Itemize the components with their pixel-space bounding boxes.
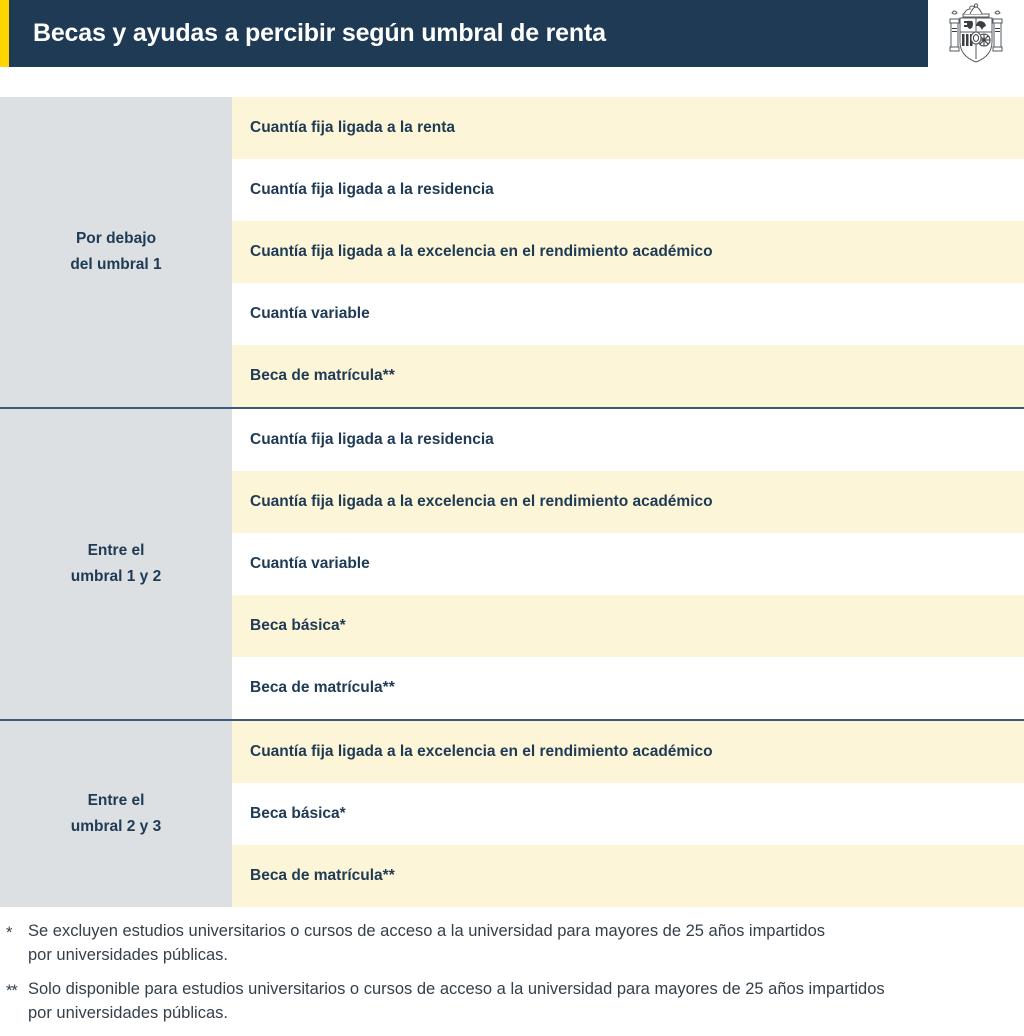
benefit-row bbox=[232, 533, 1024, 595]
benefit-row-label: Beca de matrícula** bbox=[250, 679, 395, 696]
footnote-marker: ** bbox=[6, 981, 17, 1000]
benefit-row-label: Cuantía fija ligada a la excelencia en el rendimiento académico bbox=[250, 243, 713, 260]
benefit-row-list bbox=[232, 721, 1024, 907]
header-accent-bar bbox=[0, 0, 9, 67]
threshold-group-label bbox=[0, 97, 232, 407]
threshold-group bbox=[0, 409, 1024, 721]
group-label-line-1: Por debajo bbox=[75, 230, 157, 248]
spanish-coat-of-arms-icon bbox=[945, 2, 1007, 66]
threshold-group bbox=[0, 97, 1024, 409]
benefit-row-label: Cuantía variable bbox=[250, 305, 370, 322]
benefit-row bbox=[232, 657, 1024, 719]
benefit-row bbox=[232, 97, 1024, 159]
benefit-row bbox=[232, 345, 1024, 407]
benefit-row bbox=[232, 409, 1024, 471]
benefit-row-list bbox=[232, 97, 1024, 407]
benefit-row-label: Cuantía fija ligada a la renta bbox=[250, 119, 456, 136]
benefit-row-label: Cuantía fija ligada a la residencia bbox=[250, 181, 494, 198]
group-label-text bbox=[71, 538, 161, 589]
benefit-row bbox=[232, 471, 1024, 533]
footnote-text bbox=[28, 920, 1024, 968]
benefit-row-label: Beca de matrícula** bbox=[250, 867, 395, 884]
benefit-row bbox=[232, 783, 1024, 845]
footnote-text bbox=[28, 978, 1024, 1026]
threshold-group-label bbox=[0, 721, 232, 907]
benefit-row-label: Cuantía variable bbox=[250, 555, 370, 572]
footnote-text-line-1: Se excluyen estudios universitarios o cursos de acceso a la universidad para mayores de 25 años impartidos bbox=[28, 922, 826, 940]
benefit-row bbox=[232, 595, 1024, 657]
benefit-row-label: Cuantía fija ligada a la excelencia en el rendimiento académico bbox=[250, 743, 713, 760]
benefit-row-label: Beca básica* bbox=[250, 805, 346, 822]
benefit-row-label: Cuantía fija ligada a la excelencia en el rendimiento académico bbox=[250, 493, 713, 510]
benefit-row bbox=[232, 845, 1024, 907]
threshold-group bbox=[0, 721, 1024, 907]
group-label-line-1: Entre el bbox=[87, 792, 145, 810]
benefit-row-list bbox=[232, 409, 1024, 719]
benefit-row bbox=[232, 159, 1024, 221]
group-label-text bbox=[71, 788, 161, 839]
benefit-row bbox=[232, 721, 1024, 783]
benefit-row-label: Beca de matrícula** bbox=[250, 367, 395, 384]
group-label-line-2: umbral 1 y 2 bbox=[70, 568, 162, 585]
footnote bbox=[6, 978, 1024, 1026]
header-title-bar bbox=[9, 0, 928, 67]
group-label-line-1: Entre el bbox=[87, 542, 145, 560]
footnote-text-line-2: por universidades públicas. bbox=[28, 1003, 228, 1022]
logo-area bbox=[928, 0, 1024, 67]
footnote-text-line-1: Solo disponible para estudios universitarios o cursos de acceso a la universidad para mayores de 25 años impartidos bbox=[28, 979, 885, 998]
page-header bbox=[0, 0, 1024, 67]
footnote bbox=[6, 920, 1024, 968]
footnote-marker: * bbox=[6, 924, 12, 942]
benefit-row bbox=[232, 221, 1024, 283]
benefit-row-label: Cuantía fija ligada a la residencia bbox=[250, 431, 494, 448]
benefits-table bbox=[0, 97, 1024, 907]
threshold-group-label bbox=[0, 409, 232, 719]
footnote-text-line-2: por universidades públicas. bbox=[28, 945, 228, 964]
benefit-row bbox=[232, 283, 1024, 345]
footnotes-section bbox=[0, 920, 1024, 1036]
page-title: Becas y ayudas a percibir según umbral de renta bbox=[33, 19, 606, 47]
benefit-row-label: Beca básica* bbox=[250, 617, 346, 634]
group-label-text bbox=[70, 226, 161, 277]
group-label-line-2: umbral 2 y 3 bbox=[70, 818, 162, 835]
group-label-line-2: del umbral 1 bbox=[70, 256, 162, 273]
